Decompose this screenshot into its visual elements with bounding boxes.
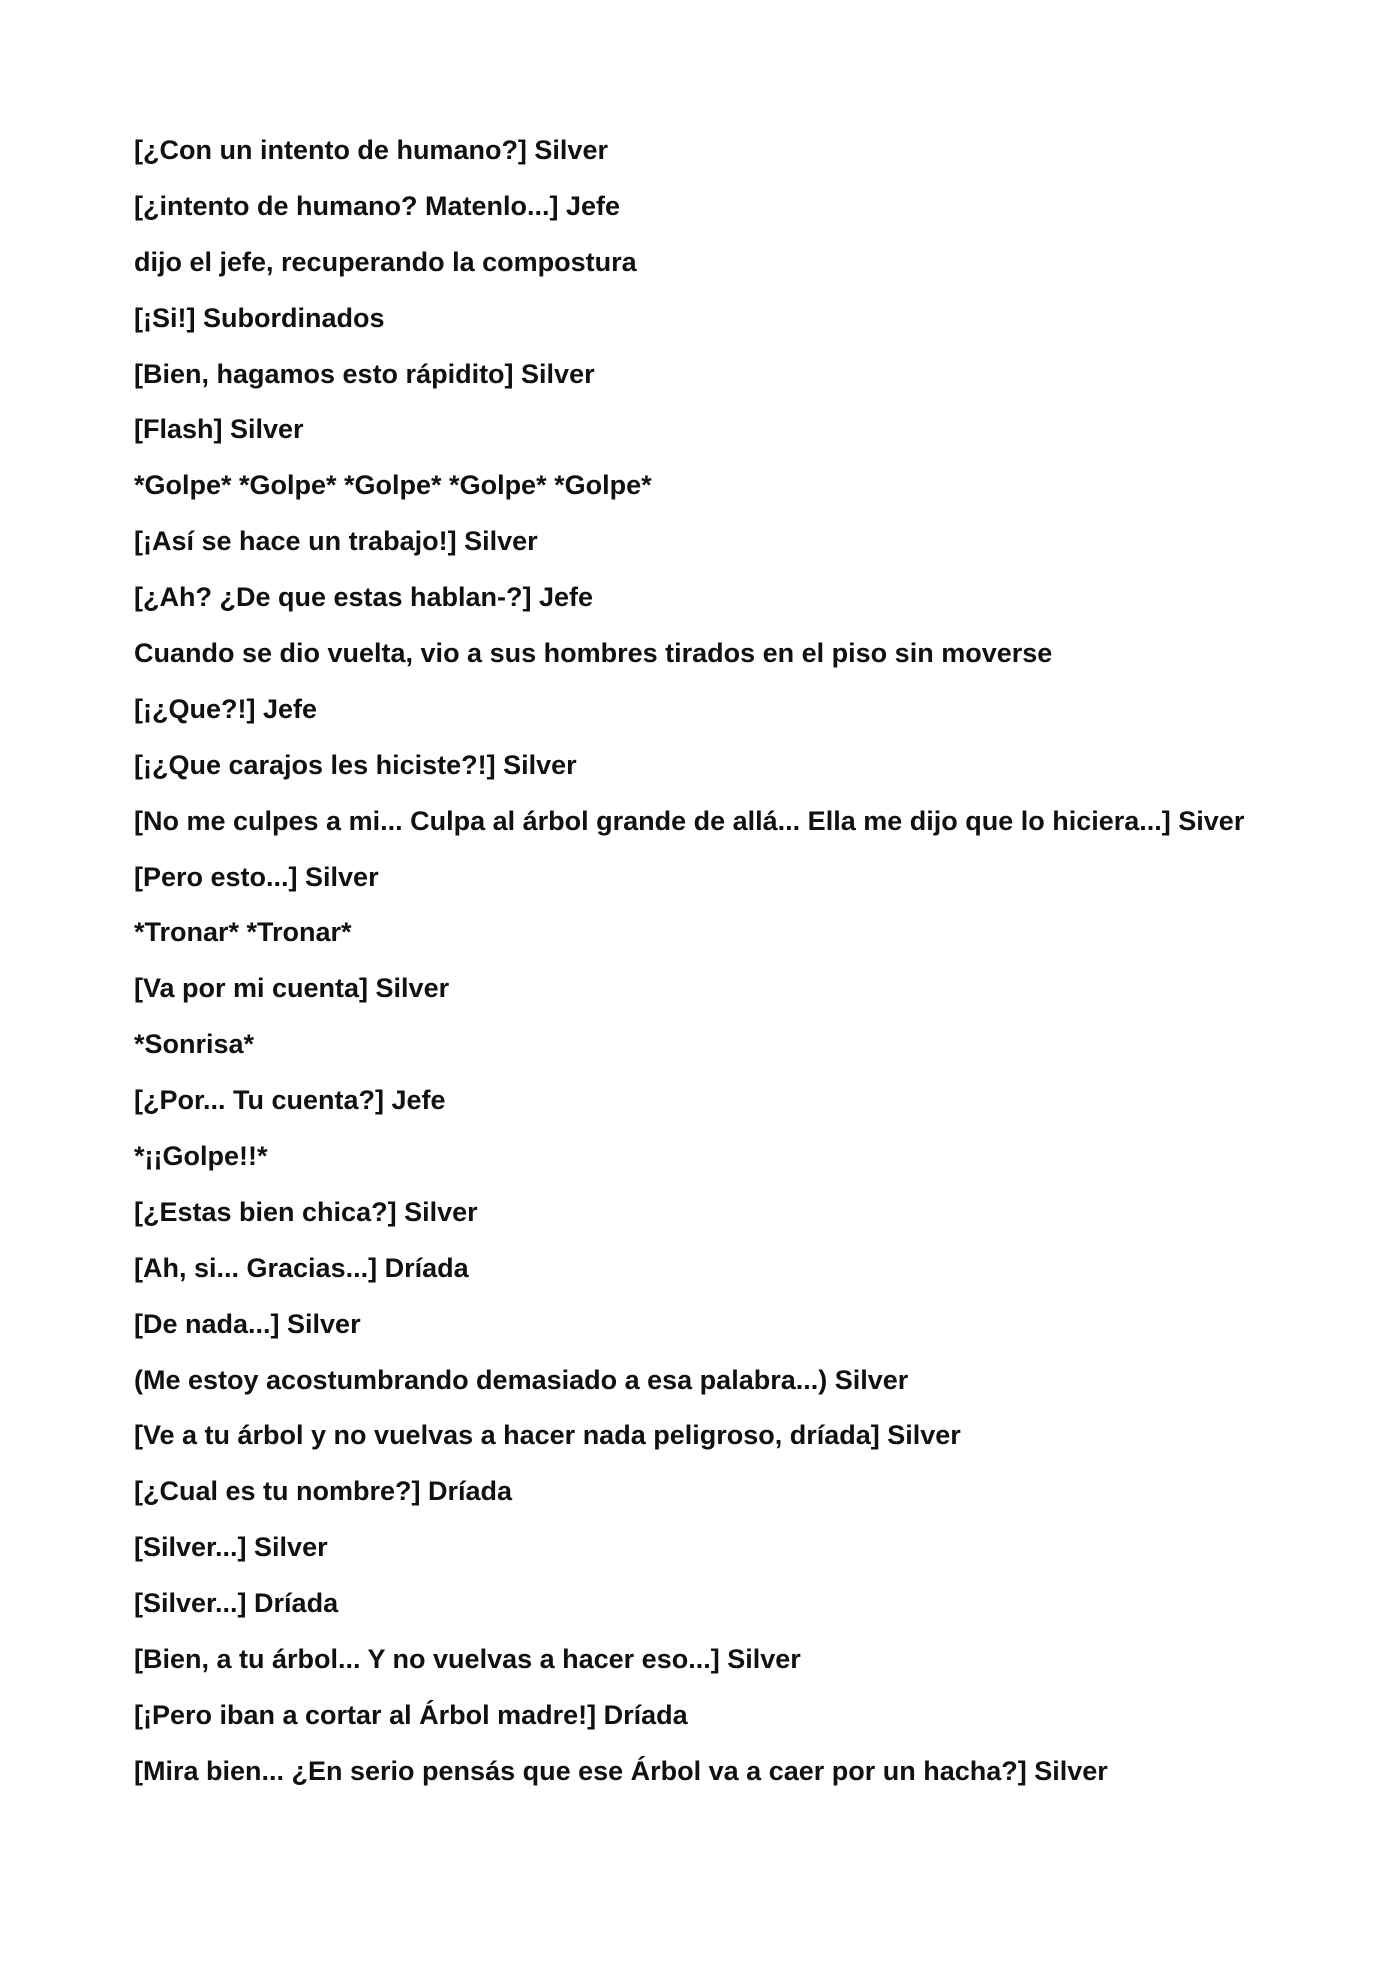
text-line: [¿Cual es tu nombre?] Dríada [134, 1476, 513, 1507]
text-line: [¡¿Que carajos les hiciste?!] Silver [134, 749, 577, 780]
text-line: [¡Así se hace un trabajo!] Silver [134, 526, 538, 557]
text-line: *Golpe* *Golpe* *Golpe* *Golpe* *Golpe* [134, 470, 652, 501]
text-line: [Silver...] Dríada [134, 1588, 339, 1619]
text-line: [¡¿Que?!] Jefe [134, 693, 318, 724]
text-line: *Tronar* *Tronar* [134, 917, 352, 948]
text-line: [Ve a tu árbol y no vuelvas a hacer nada peligroso, dríada] Silver [134, 1420, 961, 1451]
document-body [134, 130, 1284, 1807]
text-line: [Bien, a tu árbol... Y no vuelvas a hacer eso...] Silver [134, 1644, 801, 1675]
text-line: [¿Ah? ¿De que estas hablan-?] Jefe [134, 582, 594, 613]
text-line: [¿Con un intento de humano?] Silver [134, 135, 608, 165]
text-line: [No me culpes a mi... Culpa al árbol grande de allá... Ella me dijo que lo hiciera...] Siver [134, 805, 1245, 836]
text-line: *¡¡Golpe!!* [134, 1141, 268, 1172]
text-line: [Silver...] Silver [134, 1532, 328, 1563]
text-line: [Va por mi cuenta] Silver [134, 973, 450, 1004]
text-line: [¿intento de humano? Matenlo...] Jefe [134, 190, 620, 221]
text-line: [Ah, si... Gracias...] Dríada [134, 1252, 469, 1283]
text-line: [Mira bien... ¿En serio pensás que ese Árbol va a caer por un hacha?] Silver [134, 1755, 1108, 1786]
text-line: [¡Si!] Subordinados [134, 302, 385, 333]
text-line: [De nada...] Silver [134, 1308, 361, 1339]
text-line: [Pero esto...] Silver [134, 861, 379, 892]
text-line: [Flash] Silver [134, 414, 304, 445]
text-line: dijo el jefe, recuperando la compostura [134, 246, 637, 277]
text-line: Cuando se dio vuelta, vio a sus hombres tirados en el piso sin moverse [134, 638, 1053, 669]
text-line: [¡Pero iban a cortar al Árbol madre!] Dríada [134, 1699, 688, 1730]
text-line: [Bien, hagamos esto rápidito] Silver [134, 358, 595, 389]
text-line: [¿Por... Tu cuenta?] Jefe [134, 1085, 446, 1116]
text-line: (Me estoy acostumbrando demasiado a esa palabra...) Silver [134, 1364, 909, 1395]
text-line: *Sonrisa* [134, 1029, 255, 1060]
text-line: [¿Estas bien chica?] Silver [134, 1196, 478, 1227]
